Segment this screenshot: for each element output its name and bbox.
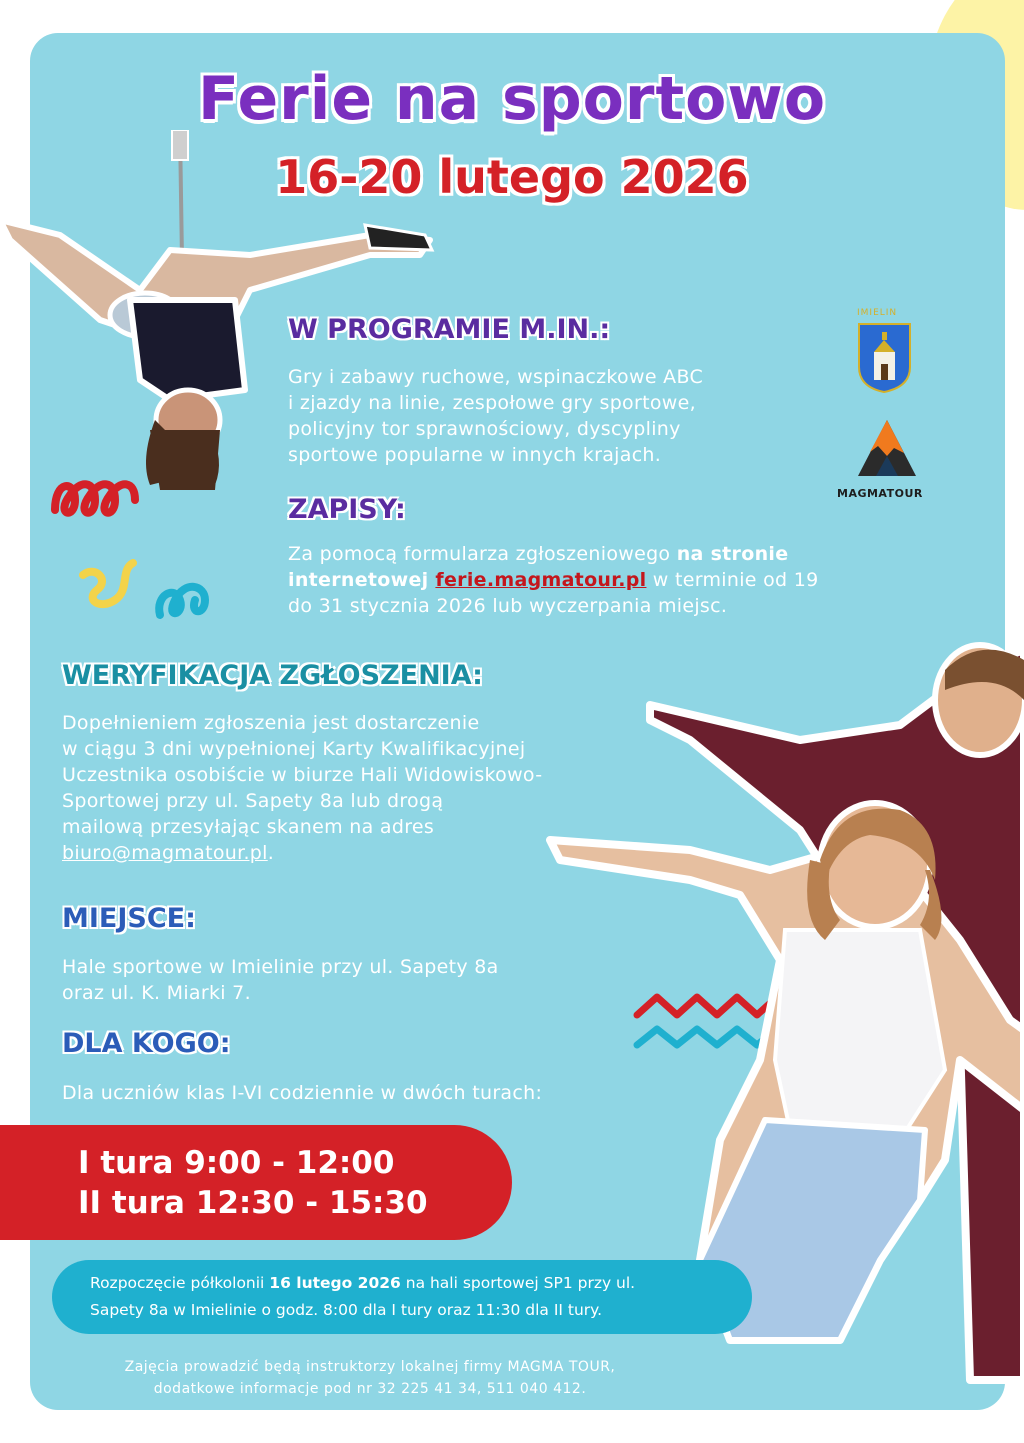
magmatour-mountain-logo	[856, 418, 918, 478]
miejsce-text	[62, 954, 499, 1006]
miejsce-heading: MIEJSCE:	[62, 903, 196, 934]
note-part: Rozpoczęcie półkolonii	[90, 1274, 270, 1292]
dla-kogo-heading: DLA KOGO:	[62, 1028, 231, 1059]
footer-text	[60, 1356, 680, 1400]
imielin-crest-logo	[857, 322, 912, 394]
decorative-red-squiggle	[50, 470, 150, 530]
note-line: Sapety 8a w Imielinie o godz. 8:00 dla I tury oraz 11:30 dla II tury.	[90, 1301, 603, 1319]
zapisy-text-part: w terminie od 19	[646, 569, 819, 591]
weryfikacja-text	[62, 710, 542, 866]
dla-kogo-text: Dla uczniów klas I-VI codziennie w dwóch turach:	[62, 1082, 543, 1104]
zapisy-bold-part: na stronie	[676, 543, 789, 565]
program-line: i zjazdy na linie, zespołowe gry sportowe,	[288, 392, 696, 414]
start-info-text	[90, 1270, 710, 1324]
decorative-yellow-squiggle	[75, 555, 140, 615]
poster-date: 16-20 lutego 2026	[275, 150, 749, 204]
program-text	[288, 364, 703, 468]
note-part: na hali sportowej SP1 przy ul.	[400, 1274, 636, 1292]
miejsce-line: Hale sportowe w Imielinie przy ul. Sapety 8a	[62, 956, 499, 978]
zapisy-text-part: Za pomocą formularza zgłoszeniowego	[288, 543, 677, 565]
tury-box	[0, 1125, 512, 1240]
program-line: Gry i zabawy ruchowe, wspinaczkowe ABC	[288, 366, 704, 388]
tura-2-text: II tura 12:30 - 15:30	[78, 1185, 428, 1221]
weryfikacja-line: mailową przesyłając skanem na adres	[62, 816, 435, 838]
magmatour-logo-label: MAGMATOUR	[837, 487, 923, 500]
tura-1-text: I tura 9:00 - 12:00	[78, 1145, 395, 1181]
program-line: sportowe popularne w innych krajach.	[288, 444, 662, 466]
email-suffix: .	[267, 842, 275, 864]
poster-title: Ferie na sportowo	[197, 64, 827, 134]
weryfikacja-line: Uczestnika osobiście w biurze Hali Widowiskowo-	[62, 764, 543, 786]
email-link[interactable]: biuro@magmatour.pl	[62, 842, 268, 864]
note-bold-date: 16 lutego 2026	[269, 1274, 401, 1292]
program-heading: W PROGRAMIE M.IN.:	[288, 314, 611, 345]
zapisy-text	[288, 541, 819, 619]
zapisy-text-part: do 31 stycznia 2026 lub wyczerpania miejsc.	[288, 595, 728, 617]
zapisy-heading: ZAPISY:	[288, 494, 406, 525]
footer-line: dodatkowe informacje pod nr 32 225 41 34, 511 040 412.	[153, 1381, 587, 1397]
zapisy-bold-part: internetowej	[288, 569, 436, 591]
weryfikacja-line: Sportowej przy ul. Sapety 8a lub drogą	[62, 790, 444, 812]
weryfikacja-line: Dopełnieniem zgłoszenia jest dostarczenie	[62, 712, 480, 734]
miejsce-line: oraz ul. K. Miarki 7.	[62, 982, 251, 1004]
start-info-box	[52, 1260, 752, 1334]
imielin-logo-label: IMIELIN	[857, 308, 898, 318]
program-line: policyjny tor sprawnościowy, dyscypliny	[288, 418, 681, 440]
weryfikacja-heading: WERYFIKACJA ZGŁOSZENIA:	[62, 660, 483, 691]
footer-line: Zajęcia prowadzić będą instruktorzy lokalnej firmy MAGMA TOUR,	[124, 1359, 616, 1375]
ferie-website-link[interactable]: ferie.magmatour.pl	[435, 569, 647, 591]
decorative-blue-squiggle	[150, 575, 215, 625]
weryfikacja-line: w ciągu 3 dni wypełnionej Karty Kwalifikacyjnej	[62, 738, 526, 760]
